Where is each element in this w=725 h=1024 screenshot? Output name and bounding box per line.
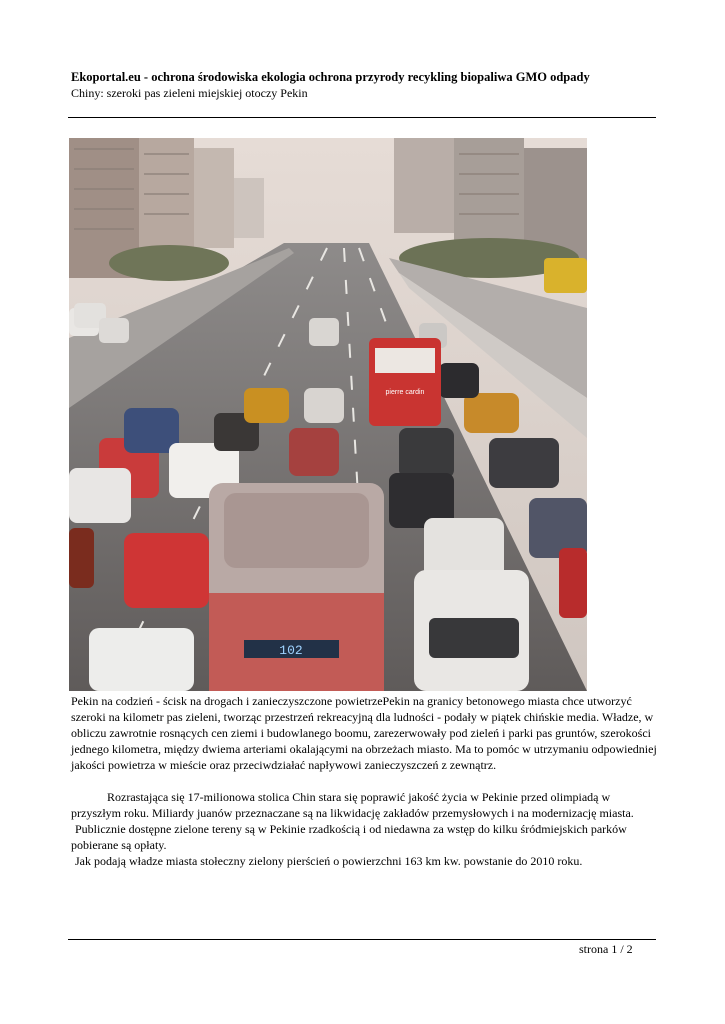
site-title: Ekoportal.eu - ochrona środowiska ekologia ochrona przyrody recykling biopaliwa GMO odpady [71,70,590,84]
article-body [71,693,661,869]
header-divider [68,117,656,118]
footer-divider [68,939,656,940]
article-paragraph: Jak podają władze miasta stołeczny zielony pierścień o powierzchni 163 km kw. powstanie do 2010 roku. [75,854,583,868]
traffic-jam-photo [69,138,587,691]
article-paragraph: Pekin na codzień - ścisk na drogach i zanieczyszczone powietrzePekin na granicy betonowego miasta chce utworzyć szeroki na kilometr pas zieleni, tworząc przestrzeń rekreacyjną dla ludności - podały w piątek chińskie media. Władze, w obliczu zawrotnie rosnących cen ziemi i budowlanego boomu, zarezerwowały pod zieleń i parki pas gruntów, szerokości jednego kilometra, między dwiema arteriami okalającymi na obrzeżach miasto. Ma to pomóc w utrzymaniu odpowiedniej jakości powietrza w mieście oraz przeciwdziałać napływowi zanieczyszczeń z zewnątrz. [71,694,657,772]
article-photo [69,138,587,691]
article-paragraph: Rozrastająca się 17-milionowa stolica Chin stara się poprawić jakość życia w Pekinie przed olimpiadą w przyszłym roku. Miliardy juanów przeznaczane są na likwidację zakładów przemysłowych i na modernizację miasta. [71,790,634,820]
article-subtitle: Chiny: szeroki pas zieleni miejskiej otoczy Pekin [71,86,308,100]
bus-route-display: 102 [279,643,303,658]
page-number: strona 1 / 2 [579,942,633,956]
bus-advert: pierre cardin [385,389,425,396]
article-paragraph: Publicznie dostępne zielone tereny są w Pekinie rzadkością i od niedawna za wstęp do kilku śródmiejskich parków pobierane są opłaty. [71,822,627,852]
